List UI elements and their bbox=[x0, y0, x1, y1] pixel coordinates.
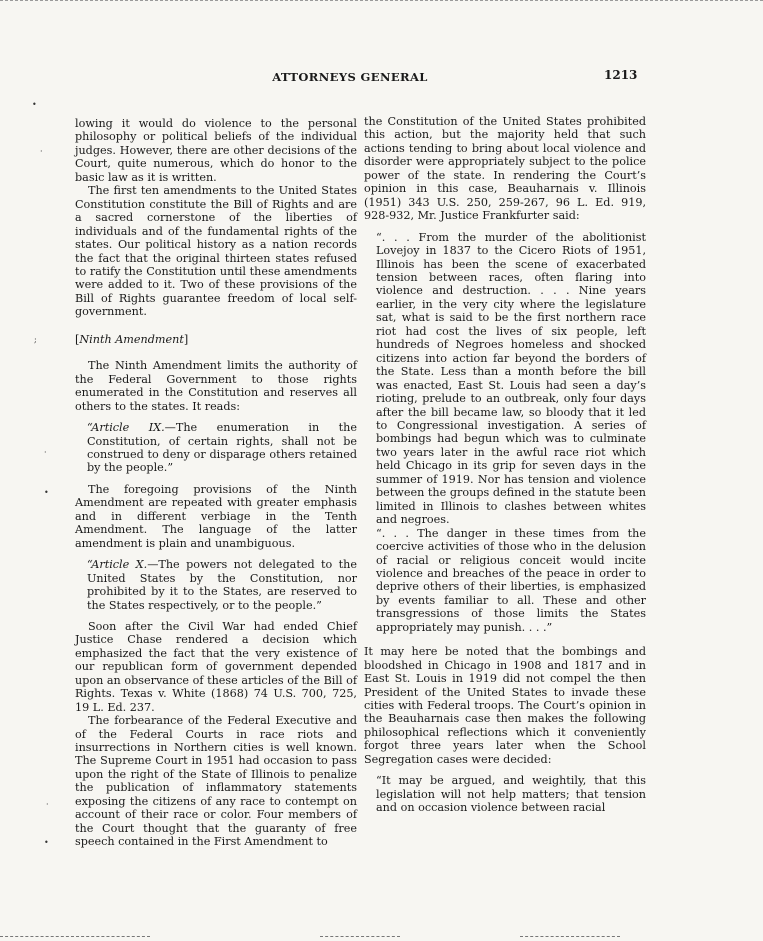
block-quote: “It may be argued, and weightily, that this legislation will not help matters; that tension and on occasion violence between racial bbox=[376, 774, 646, 815]
scan-speck: • bbox=[32, 100, 37, 109]
scan-speck: • bbox=[44, 838, 49, 847]
block-quote bbox=[87, 421, 357, 475]
section-heading bbox=[75, 333, 357, 346]
heading-bracket-open: [ bbox=[75, 332, 80, 346]
paragraph: Soon after the Civil War had ended Chief Justice Chase rendered a decision which emphasized the fact that the very existence of our republican form of government depended upon an observance of these articles of the Bill of Rights. Texas v. White (1868) 74 U.S. 700, 725, 19 L. Ed. 237. bbox=[75, 619, 357, 714]
paragraph: The first ten amendments to the United States Constitution constitute the Bill of Rights and are a sacred cornerstone of the liberties of individuals and of the fundamental rights of the states. Our political history as a nation records the fact that the original thirteen states refused to ratify the Constitution until these amendments were added to it. Two of these provisions of the Bill of Rights guarantee freedom of local self-government. bbox=[75, 184, 357, 319]
scan-top-edge bbox=[0, 0, 763, 1]
scan-speck: · bbox=[46, 800, 49, 809]
running-head: ATTORNEYS GENERAL bbox=[272, 70, 428, 84]
quote-label: “Article IX. bbox=[87, 421, 165, 435]
heading-bracket-close: ] bbox=[183, 332, 189, 346]
right-column bbox=[364, 115, 646, 821]
block-quote: “. . . The danger in these times from the coercive activities of those who in the delusion of racial or religious conceit would incite violence and breaches of the peace in order to deprive others of their liberties, is emphasized by events familiar to all. These and other transgressions of those limits the States appropriately may punish. . . .” bbox=[376, 526, 646, 634]
quote-text: —The powers not delegated to the United States by the Constitution, nor prohibited by it to the States, are reserved to the States respectively, or to the people.” bbox=[87, 558, 357, 612]
heading-text: Ninth Amendment bbox=[79, 332, 184, 346]
scan-bottom-edge bbox=[0, 936, 150, 937]
block-quote: “. . . From the murder of the abolitionist Lovejoy in 1837 to the Cicero Riots of 1951, Illinois has been the scene of exacerbated tension between races, often flaring into violence and destruction. . . . Nine years earlier, in the very city where the legislature sat, what is said to be the first northern race riot had cost the lives of six people, left hundreds of Negroes homeless and shocked citizens into action far beyond the borders of the State. Less than a month before the bill was enacted, East St. Louis had seen a day’s rioting, prelude to an outbreak, only four days after the bill became law, so bloody that it led to Congressional investigation. A series of bombings had begun which was to culminate two years later in the awful race riot which held Chicago in its grip for seven days in the summer of 1919. Nor has tension and violence between the groups defined in the statute been limited in Illinois to clashes between whites and negroes. bbox=[376, 230, 646, 527]
page-number: 1213 bbox=[604, 68, 638, 82]
scan-speck: ; bbox=[34, 335, 37, 344]
paragraph: The foregoing provisions of the Ninth Amendment are repeated with greater emphasis and in different verbiage in the Tenth Amendment. The language of the latter amendment is plain and unambiguous. bbox=[75, 482, 357, 550]
paragraph: It may here be noted that the bombings and bloodshed in Chicago in 1908 and 1817 and in East St. Louis in 1919 did not compel the then President of the United States to invade these cities with Federal troops. The Court’s opinion in the Beauharnais case then makes the following philosophical reflections which it conveniently forgot three years later when the School Segregation cases were decided: bbox=[364, 645, 646, 766]
paragraph: lowing it would do violence to the personal philosophy or political beliefs of the individual judges. However, there are other decisions of the Court, quite numerous, which do honor to the basic law as it is written. bbox=[75, 117, 357, 184]
paragraph: The Ninth Amendment limits the authority of the Federal Government to those rights enumerated in the Constitution and reserves all others to the states. It reads: bbox=[75, 359, 357, 413]
quote-label: “Article X. bbox=[87, 558, 148, 572]
scan-speck: · bbox=[40, 147, 43, 156]
block-quote bbox=[87, 558, 357, 612]
paragraph: the Constitution of the United States prohibited this action, but the majority held that such actions tending to bring about local violence and disorder were appropriately subject to the police power of the state. In rendering the Court’s opinion in this case, Beauharnais v. Illinois (1951) 343 U.S. 250, 259-267, 96 L. Ed. 919, 928-932, Mr. Justice Frankfurter said: bbox=[364, 115, 646, 223]
paragraph: The forbearance of the Federal Executive and of the Federal Courts in race riots and insurrections in Northern cities is well known. The Supreme Court in 1951 had occasion to pass upon the right of the State of Illinois to penalize the publication of inflammatory statements exposing the citizens of any race to contempt on account of their race or color. Four members of the Court thought that the guaranty of free speech contained in the First Amendment to bbox=[75, 714, 357, 849]
scan-bottom-edge bbox=[320, 936, 400, 937]
scan-speck: · bbox=[44, 448, 47, 457]
scan-bottom-edge bbox=[520, 936, 620, 937]
scan-speck: • bbox=[44, 488, 49, 497]
quote-text: —The enumeration in the Constitution, of certain rights, shall not be construed to deny or disparage others retained by the people.” bbox=[87, 421, 357, 475]
left-column bbox=[75, 117, 357, 849]
